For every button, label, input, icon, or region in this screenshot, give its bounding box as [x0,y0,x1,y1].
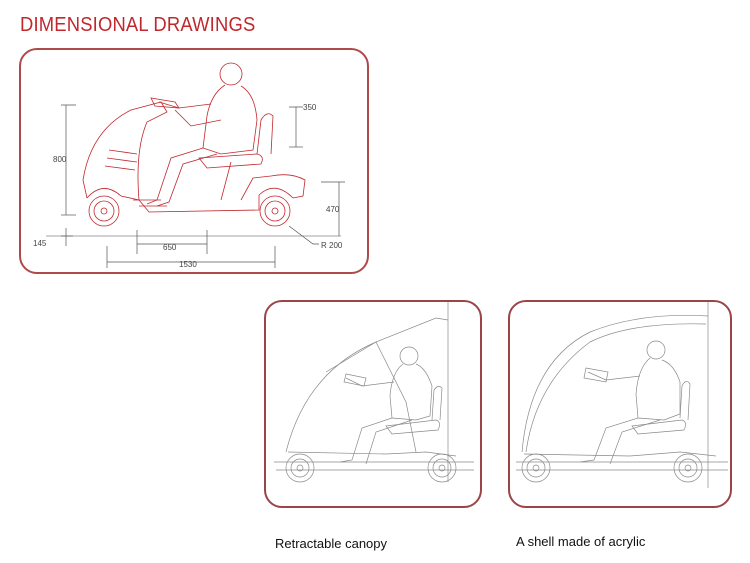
dim-overall-length: 1530 [179,260,197,269]
scooter-side-view-drawing [21,50,369,274]
dim-height-total: 800 [53,155,67,164]
acrylic-drawing-panel [508,300,732,508]
dim-wheelbase-inner: 650 [163,243,177,252]
page-title: DIMENSIONAL DRAWINGS [20,14,256,36]
acrylic-caption: A shell made of acrylic [516,534,646,549]
dim-turning-radius: R 200 [321,241,343,250]
dimensional-drawing-panel [19,48,369,274]
dim-seat-height: 470 [326,205,340,214]
dim-seat-back: 350 [303,103,317,112]
acrylic-shell-scooter-drawing [510,302,732,508]
canopy-drawing-panel [264,300,482,508]
canopy-scooter-drawing [266,302,482,508]
dim-ground-clearance: 145 [33,239,47,248]
canopy-caption: Retractable canopy [275,536,388,551]
